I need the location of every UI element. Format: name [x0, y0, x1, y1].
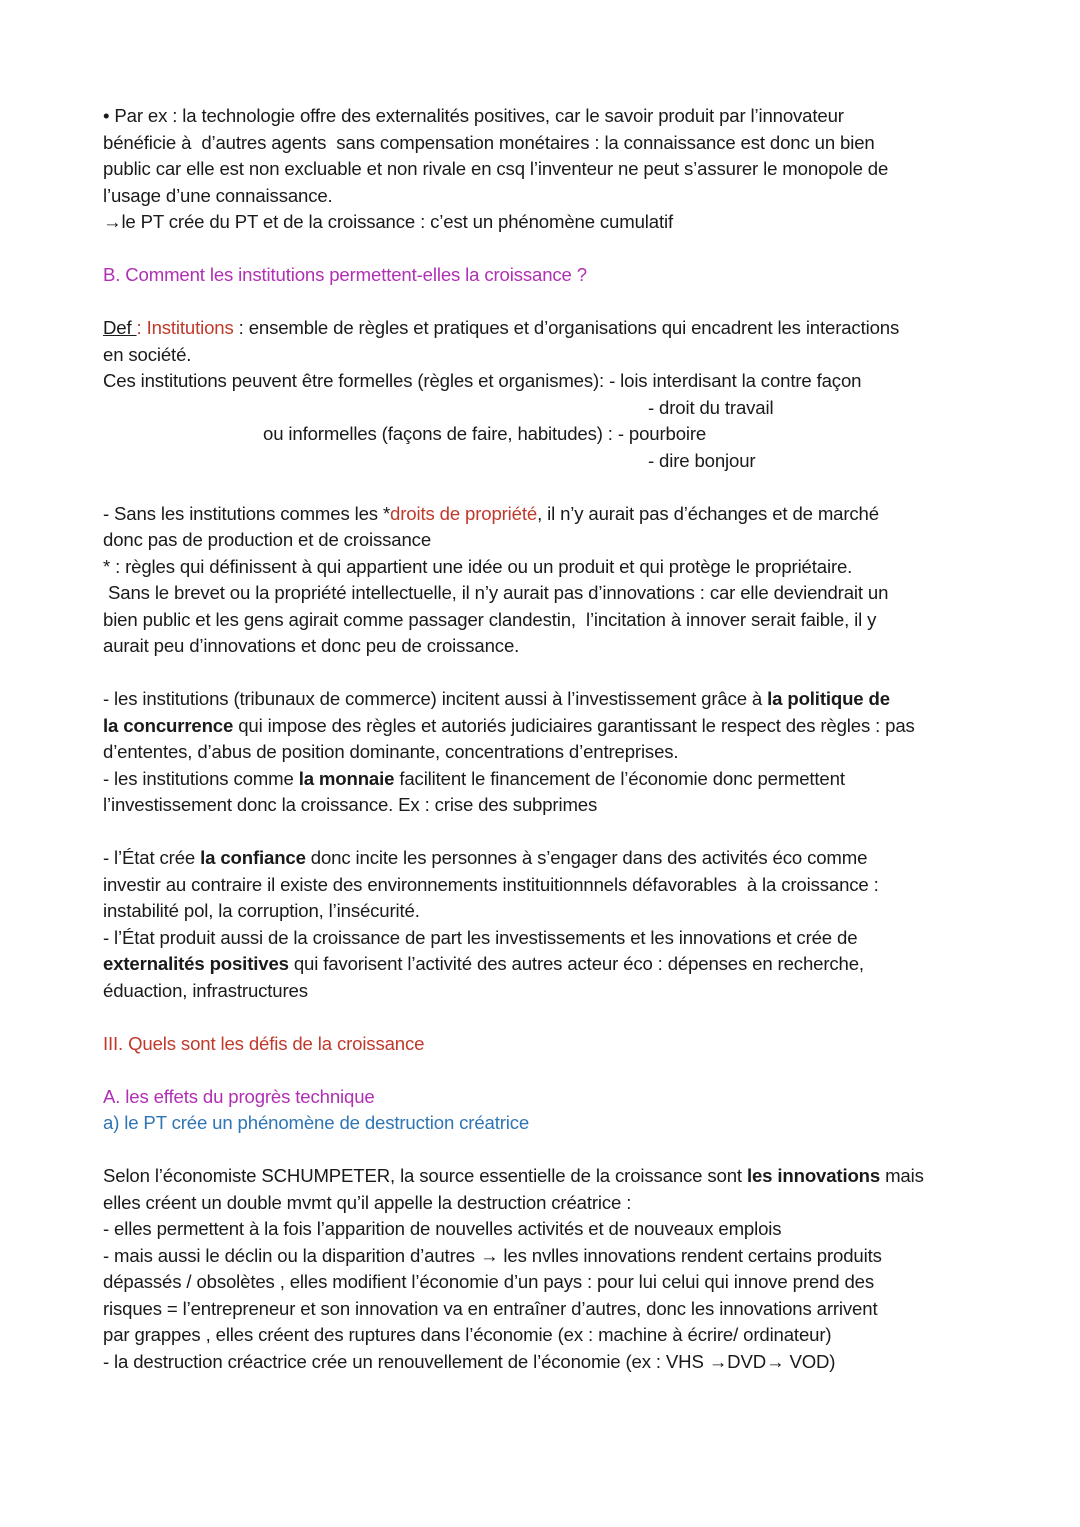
bold-term: la monnaie [298, 767, 395, 789]
definition-term: Institutions [146, 317, 234, 338]
section-iii-heading: III. Quels sont les défis de la croissance [103, 1032, 425, 1054]
informal-item: - dire bonjour [648, 449, 756, 471]
document-page [103, 103, 983, 1375]
text-line: - Sans les institutions commes les *droits de propriété, il n’y aurait pas d’échanges et de marché [103, 502, 879, 524]
spacer [103, 1004, 983, 1031]
spacer [103, 289, 983, 316]
competition-paragraph [103, 686, 983, 819]
bold-term: la politique de [767, 688, 890, 709]
text-line: Selon l’économiste SCHUMPETER, la source essentielle de la croissance sont les innovations mais [103, 1165, 924, 1186]
text-line: par grappes , elles créent des ruptures dans l’économie (ex : machine à écrire/ ordinateur) [103, 1324, 832, 1345]
text-line: - la destruction créactrice crée un renouvellement de l’économie (ex : VHS →DVD→ VOD) [103, 1350, 836, 1372]
text-line: la concurrence qui impose des règles et autoriés judiciaires garantissant le respect des règles : pas [103, 714, 915, 736]
definition-label: Def [103, 317, 137, 338]
text-line: en société. [103, 343, 192, 365]
formal-institutions-line: Ces institutions peuvent être formelles (règles et organismes): - lois interdisant la contre façon [103, 370, 862, 391]
text-line: bénéficie à d’autres agents sans compensation monétaires : la connaissance est donc un bien [103, 131, 875, 153]
text-line: investir au contraire il existe des environnements instituitionnnels défavorables à la croissance : [103, 873, 879, 895]
spacer [103, 236, 983, 263]
section-b-heading: B. Comment les institutions permettent-elles la croissance ? [103, 264, 587, 285]
bold-term: les innovations [746, 1165, 881, 1186]
text-line: - les institutions comme la monnaie facilitent le financement de l’économie donc permettent [103, 767, 845, 789]
footnote-line: * : règles qui définissent à qui appartient une idée ou un produit et qui protège le propriétaire. [103, 555, 853, 577]
text-line: externalités positives qui favorisent l’activité des autres acteur éco : dépenses en recherche, [103, 953, 864, 974]
definition-line: Def : Institutions : ensemble de règles et pratiques et d’organisations qui encadrent les interactions [103, 317, 900, 338]
text-line: l’investissement donc la croissance. Ex : crise des subprimes [103, 794, 598, 815]
text-line: risques = l’entrepreneur et son innovation va en entraîner d’autres, donc les innovations arrivent [103, 1297, 878, 1319]
text-line: - l’État crée la confiance donc incite les personnes à s’engager dans des activités éco comme [103, 847, 868, 868]
text-line: donc pas de production et de croissance [103, 529, 432, 550]
bold-term: la confiance [200, 847, 306, 868]
spacer [103, 1057, 983, 1084]
state-paragraph [103, 845, 983, 1004]
text-line: dépassés / obsolètes , elles modifient l’économie d’un pays : pour lui celui qui innove prend des [103, 1271, 874, 1292]
formal-item: - droit du travail [648, 396, 774, 418]
text-line: - mais aussi le déclin ou la disparition d’autres → les nvlles innovations rendent certains produits [103, 1244, 882, 1266]
definition-block [103, 315, 983, 474]
text-line: aurait peu d’innovations et donc peu de croissance. [103, 635, 520, 656]
property-rights-paragraph [103, 501, 983, 660]
text-line: éduaction, infrastructures [103, 979, 308, 1001]
spacer [103, 819, 983, 846]
property-rights-term: droits de propriété [390, 502, 538, 524]
conclusion-line: →le PT crée du PT et de la croissance : c’est un phénomène cumulatif [103, 211, 673, 232]
text-line: Sans le brevet ou la propriété intellectuelle, il n’y aurait pas d’innovations : car elle deviendrait un [103, 582, 889, 603]
spacer [103, 660, 983, 687]
text-line: l’usage d’une connaissance. [103, 184, 333, 206]
text-line: - elles permettent à la fois l’apparition de nouvelles activités et de nouveaux emplois [103, 1218, 782, 1239]
text-line: - l’État produit aussi de la croissance de part les investissements et les innovations et crée de [103, 926, 858, 948]
subsection-a-a-heading: a) le PT crée un phénomène de destruction créatrice [103, 1112, 530, 1133]
text-line: bien public et les gens agirait comme passager clandestin, l’incitation à innover serait faible, il y [103, 608, 877, 630]
text-line: public car elle est non excluable et non rivale en csq l’inventeur ne peut s’assurer le monopole de [103, 158, 889, 179]
spacer [103, 474, 983, 501]
bold-term: la concurrence [103, 714, 234, 736]
bold-term: externalités positives [103, 953, 289, 974]
text-line: • Par ex : la technologie offre des externalités positives, car le savoir produit par l’innovateur [103, 105, 844, 126]
definition-separator: : [136, 317, 147, 338]
spacer [103, 1137, 983, 1164]
subsection-a-heading: A. les effets du progrès technique [103, 1085, 375, 1107]
informal-institutions-line: ou informelles (façons de faire, habitudes) : - pourboire [263, 423, 707, 444]
text-line: d’ententes, d’abus de position dominante, concentrations d’entreprises. [103, 741, 679, 762]
text-line: - les institutions (tribunaux de commerce) incitent aussi à l’investissement grâce à la politique de [103, 688, 890, 709]
intro-paragraph [103, 103, 983, 236]
schumpeter-paragraph [103, 1163, 983, 1375]
bullet-icon: • [103, 105, 110, 126]
text-line: instabilité pol, la corruption, l’insécurité. [103, 900, 420, 921]
text-line: elles créent un double mvmt qu’il appelle la destruction créatrice : [103, 1191, 632, 1213]
